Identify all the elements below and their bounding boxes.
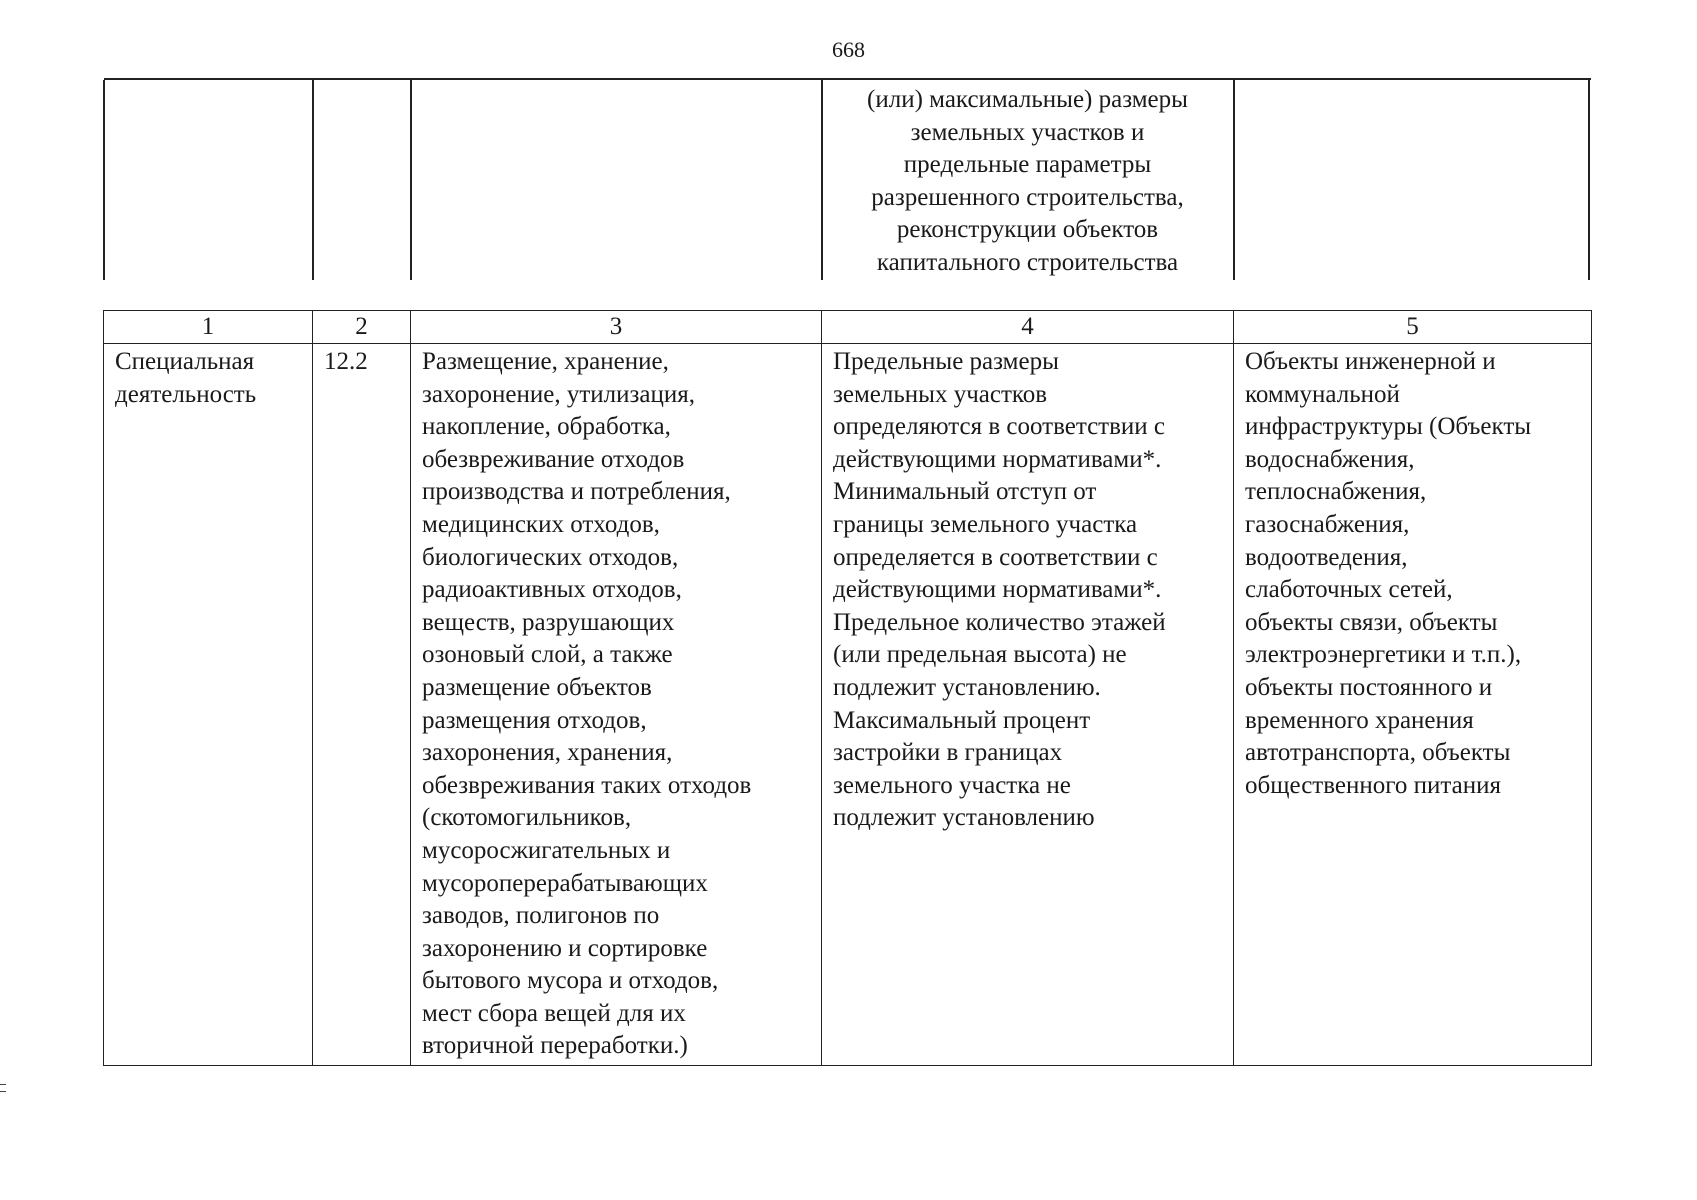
auxiliary-uses-cell: [1234, 344, 1592, 1066]
continuation-table-fragment: [104, 78, 1591, 280]
parameters-cell: [822, 344, 1234, 1066]
limit-parameters: Предельные размеры земельных участков определяются в соответствии с действующими нормативами*. Минимальный отступ от границы земельного участка определяется в соответствии с действующими нормативами*. Предельное количество этажей (или предельная высота) не подлежит установлению. Максимальный процент застройки в границах земельного участка не подлежит установлению: [833, 348, 1166, 832]
land-use-code: 12.2: [324, 348, 368, 375]
land-use-type-cell: [104, 344, 313, 1066]
column-number-5: 5: [1234, 311, 1592, 344]
page-number: 668: [832, 37, 865, 62]
table-row: [104, 344, 1592, 1066]
land-use-regulations-table: [103, 310, 1592, 1066]
column-border: [1588, 80, 1590, 280]
column-border: [410, 80, 412, 280]
scan-margin-mark: [0, 1084, 6, 1092]
column-border: [312, 80, 314, 280]
code-cell: [313, 344, 411, 1066]
column-number-3: 3: [411, 311, 822, 344]
column-number-4: 4: [822, 311, 1234, 344]
column-number-1: 1: [104, 311, 313, 344]
land-use-type: Специальная деятельность: [115, 348, 257, 408]
column-number-row: [104, 311, 1592, 344]
land-use-description: Размещение, хранение, захоронение, утилизация, накопление, обработка, обезвреживание отходов производства и потребления, медицинских отходов, биологических отходов, радиоактивных отходов, веществ, разрушающих озоновый слой, а также размещение объектов размещения отходов, захоронения, хранения, обезвреживания таких отходов (скотомогильников, мусоросжигательных и мусороперерабатывающих заводов, полигонов по захоронению и сортировке бытового мусора и отходов, мест сбора вещей для их вторичной переработки.): [422, 348, 752, 1060]
column-border: [103, 80, 105, 280]
auxiliary-uses: Объекты инженерной и коммунальной инфраструктуры (Объекты водоснабжения, теплоснабжения, газоснабжения, водоотведения, слаботочных сетей, объекты связи, объекты электроэнергетики и т.п.), объекты постоянного и временного хранения автотранспорта, объекты общественного питания: [1245, 348, 1532, 799]
column-number-2: 2: [313, 311, 411, 344]
description-cell: [411, 344, 822, 1066]
continuation-column-4-text: (или) максимальные) размеры земельных участков и предельные параметры разрешенного строительства, реконструкции объектов капитального строительства: [867, 86, 1188, 276]
column-border: [1233, 80, 1235, 280]
